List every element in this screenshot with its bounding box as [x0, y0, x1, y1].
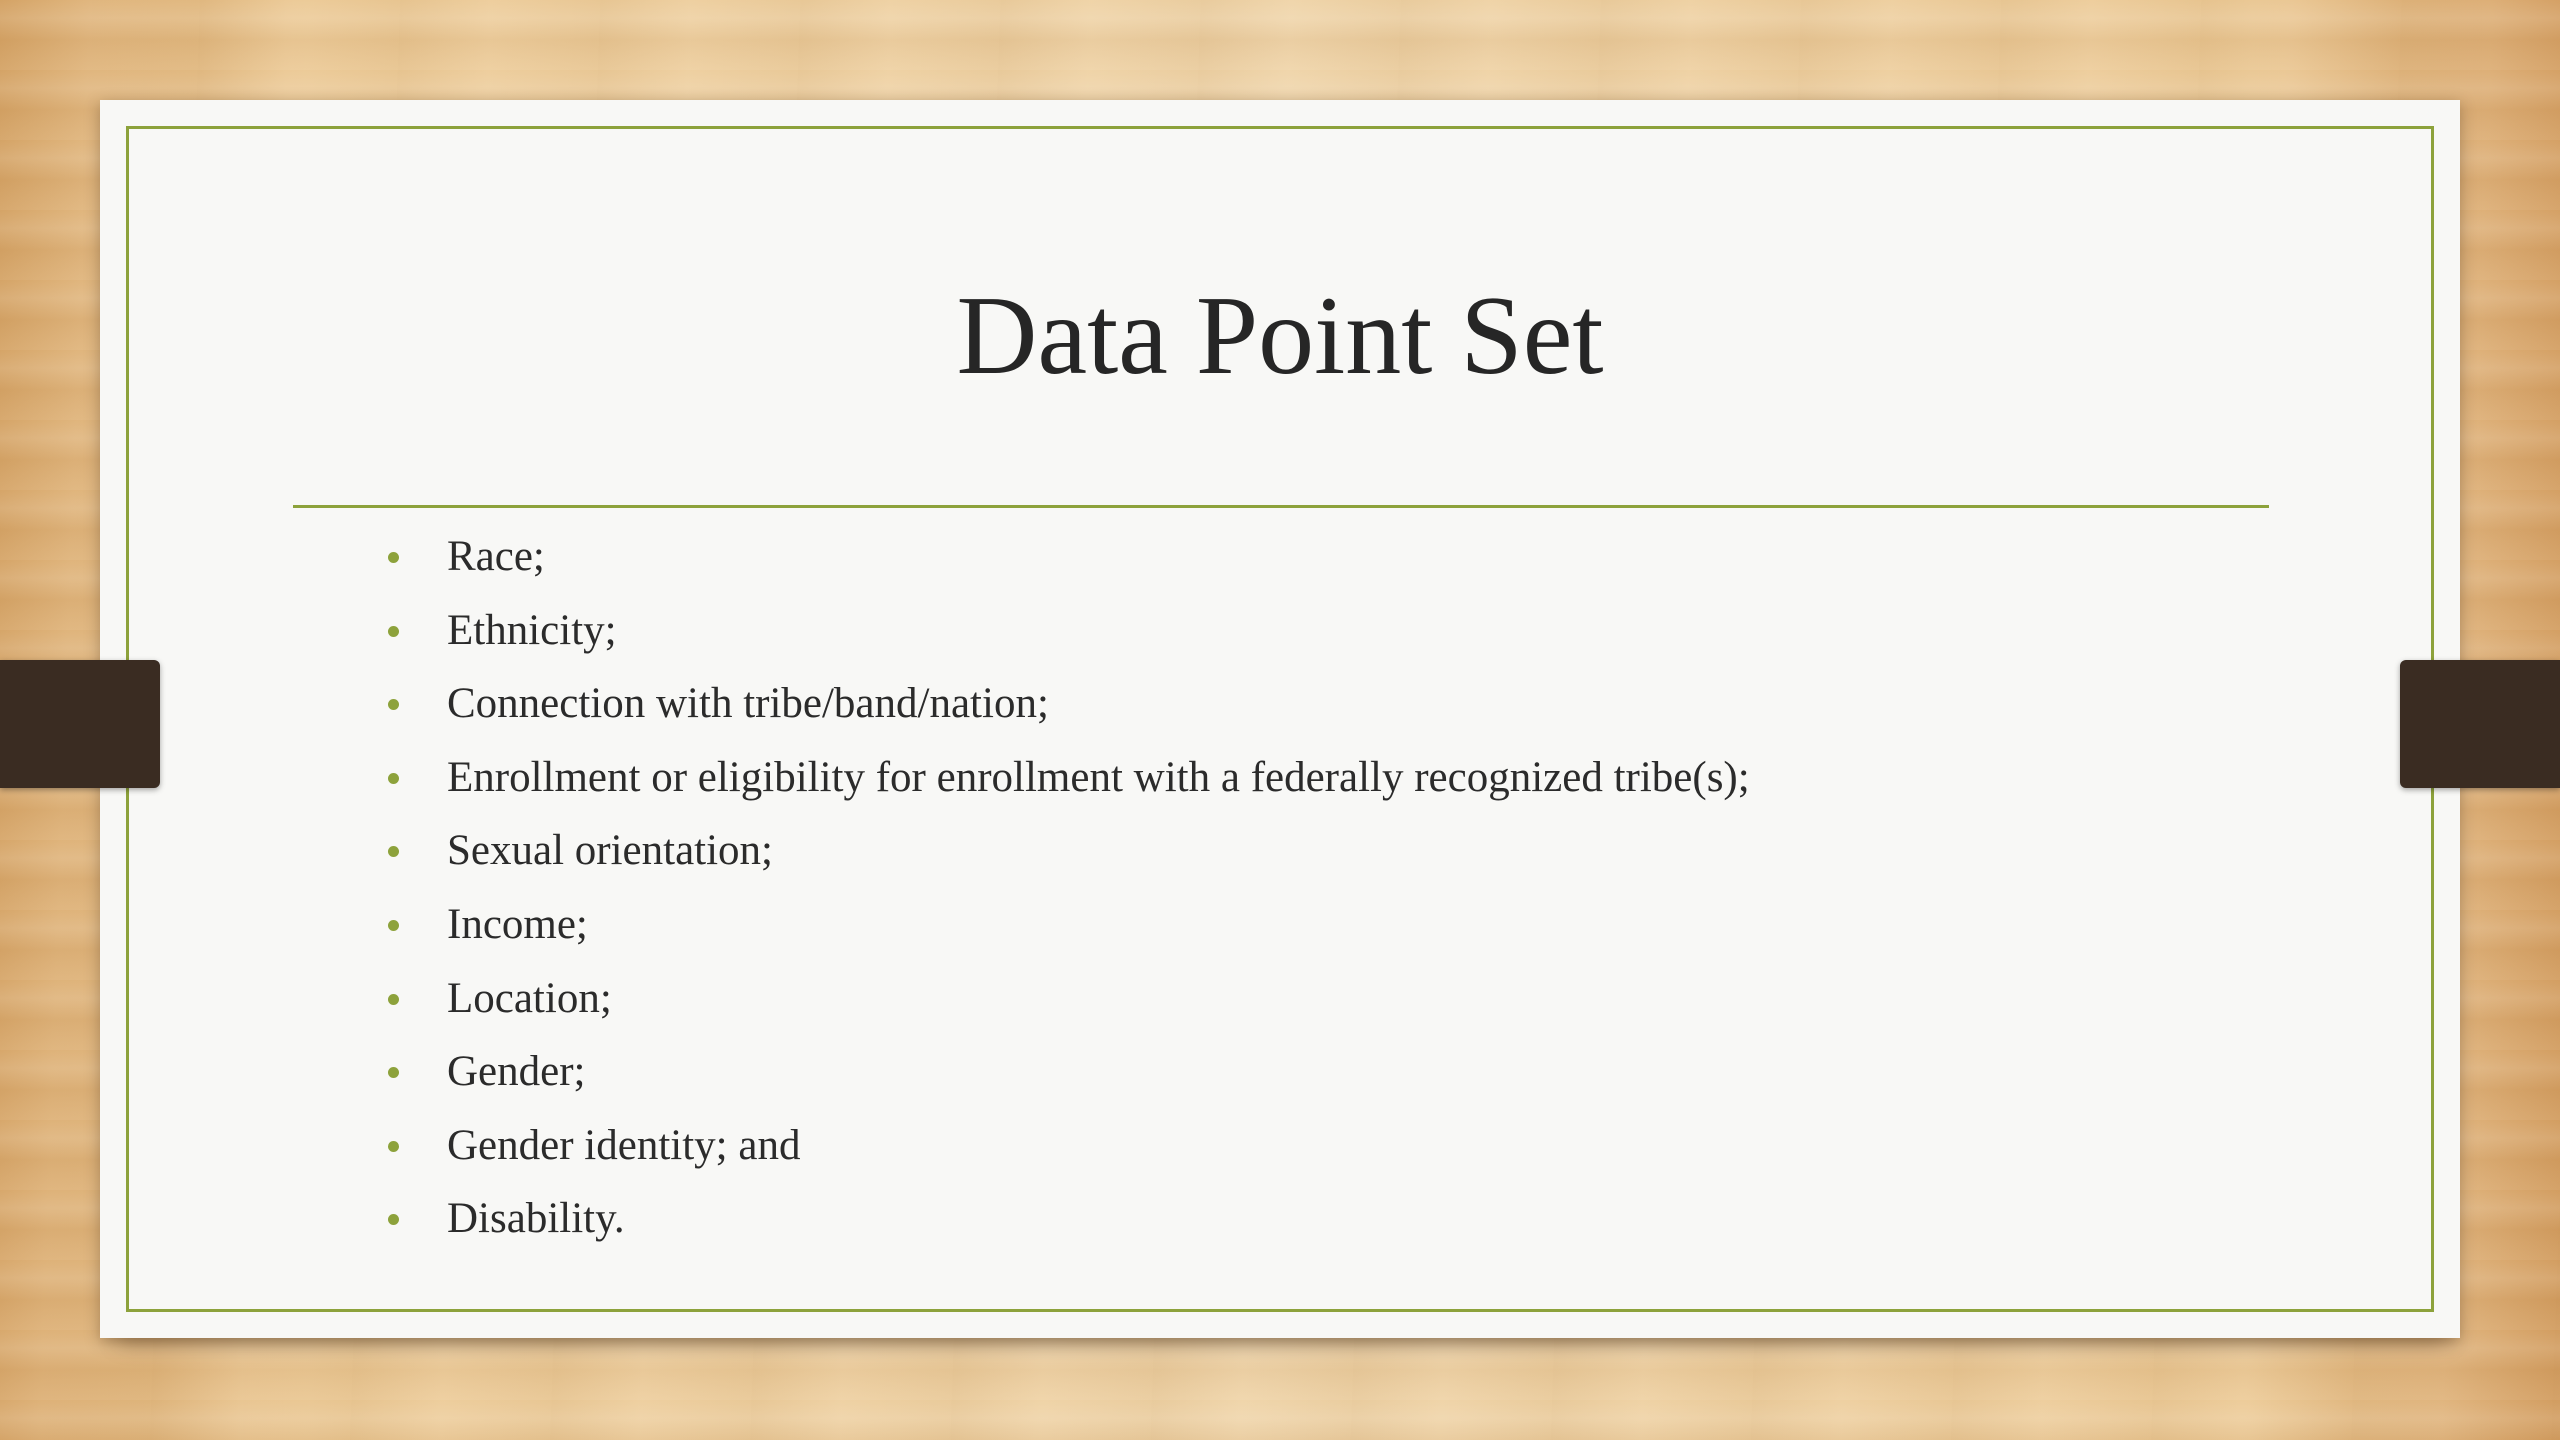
- bullet-dot-icon: [388, 626, 399, 637]
- bullet-text: Gender;: [447, 1048, 586, 1096]
- bullet-text: Disability.: [447, 1195, 625, 1243]
- bullet-dot-icon: [388, 920, 399, 931]
- title-divider: [293, 505, 2269, 508]
- bullet-text: Connection with tribe/band/nation;: [447, 680, 1049, 728]
- left-binder-clip: [0, 660, 160, 788]
- bullet-dot-icon: [388, 773, 399, 784]
- bullet-dot-icon: [388, 1067, 399, 1078]
- slide: [100, 100, 2460, 1338]
- bullet-dot-icon: [388, 552, 399, 563]
- slide-title: Data Point Set: [956, 274, 1604, 398]
- bullet-text: Race;: [447, 533, 545, 580]
- bullet-item: [380, 741, 1750, 815]
- bullet-dot-icon: [388, 699, 399, 710]
- bullet-item: [380, 1182, 1750, 1256]
- bullet-text: Income;: [447, 900, 588, 948]
- bullet-item: [380, 962, 1750, 1036]
- right-binder-clip: [2400, 660, 2560, 788]
- bullet-text: Enrollment or eligibility for enrollment with a federally recognized tribe(s);: [447, 753, 1750, 801]
- bullet-item: [380, 1035, 1750, 1109]
- bullet-item: [380, 1109, 1750, 1183]
- bullet-text: Sexual orientation;: [447, 827, 774, 875]
- bullet-list: [380, 520, 1750, 1256]
- bullet-text: Gender identity; and: [447, 1121, 801, 1169]
- bullet-dot-icon: [388, 994, 399, 1005]
- bullet-item: [380, 888, 1750, 962]
- bullet-item: [380, 594, 1750, 668]
- bullet-text: Location;: [447, 974, 612, 1022]
- bullet-dot-icon: [388, 846, 399, 857]
- bullet-item: [380, 667, 1750, 741]
- bullet-text: Ethnicity;: [447, 606, 617, 654]
- bullet-dot-icon: [388, 1141, 399, 1152]
- bullet-item: [380, 520, 1750, 594]
- bullet-item: [380, 814, 1750, 888]
- bullet-dot-icon: [388, 1214, 399, 1225]
